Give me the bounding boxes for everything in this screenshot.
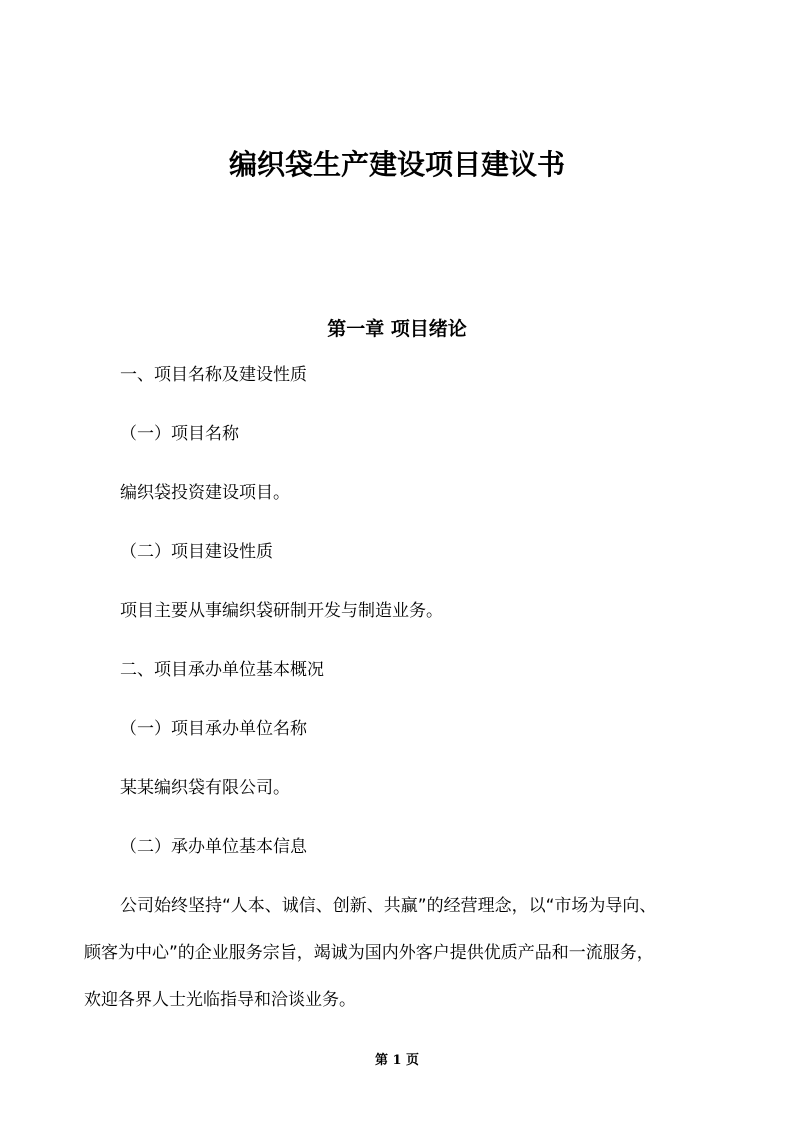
subsection-heading-construction-nature: （二）项目建设性质 <box>120 542 273 562</box>
project-name-text: 编织袋投资建设项目。 <box>120 483 290 503</box>
organizer-info-line-2: 顾客为中心”的企业服务宗旨，竭诚为国内外客户提供优质产品和一流服务， <box>84 943 654 963</box>
subsection-heading-project-name: （一）项目名称 <box>120 424 239 444</box>
section-heading-2: 二、项目承办单位基本概况 <box>120 660 324 680</box>
section-heading-1: 一、项目名称及建设性质 <box>120 365 307 385</box>
chapter-title: 第一章 项目绪论 <box>327 318 467 340</box>
document-title: 编织袋生产建设项目建议书 <box>228 148 565 181</box>
organizer-name-text: 某某编织袋有限公司。 <box>120 778 290 798</box>
page-number: 第 1 页 <box>374 1053 420 1068</box>
subsection-heading-organizer-name: （一）项目承办单位名称 <box>120 719 307 739</box>
subsection-heading-organizer-info: （二）承办单位基本信息 <box>120 837 307 857</box>
organizer-info-line-3: 欢迎各界人士光临指导和洽谈业务。 <box>84 990 356 1010</box>
organizer-info-line-1: 公司始终坚持“人本、诚信、创新、共赢”的经营理念，以“市场为导向、 <box>120 896 657 916</box>
construction-nature-text: 项目主要从事编织袋研制开发与制造业务。 <box>120 601 443 621</box>
